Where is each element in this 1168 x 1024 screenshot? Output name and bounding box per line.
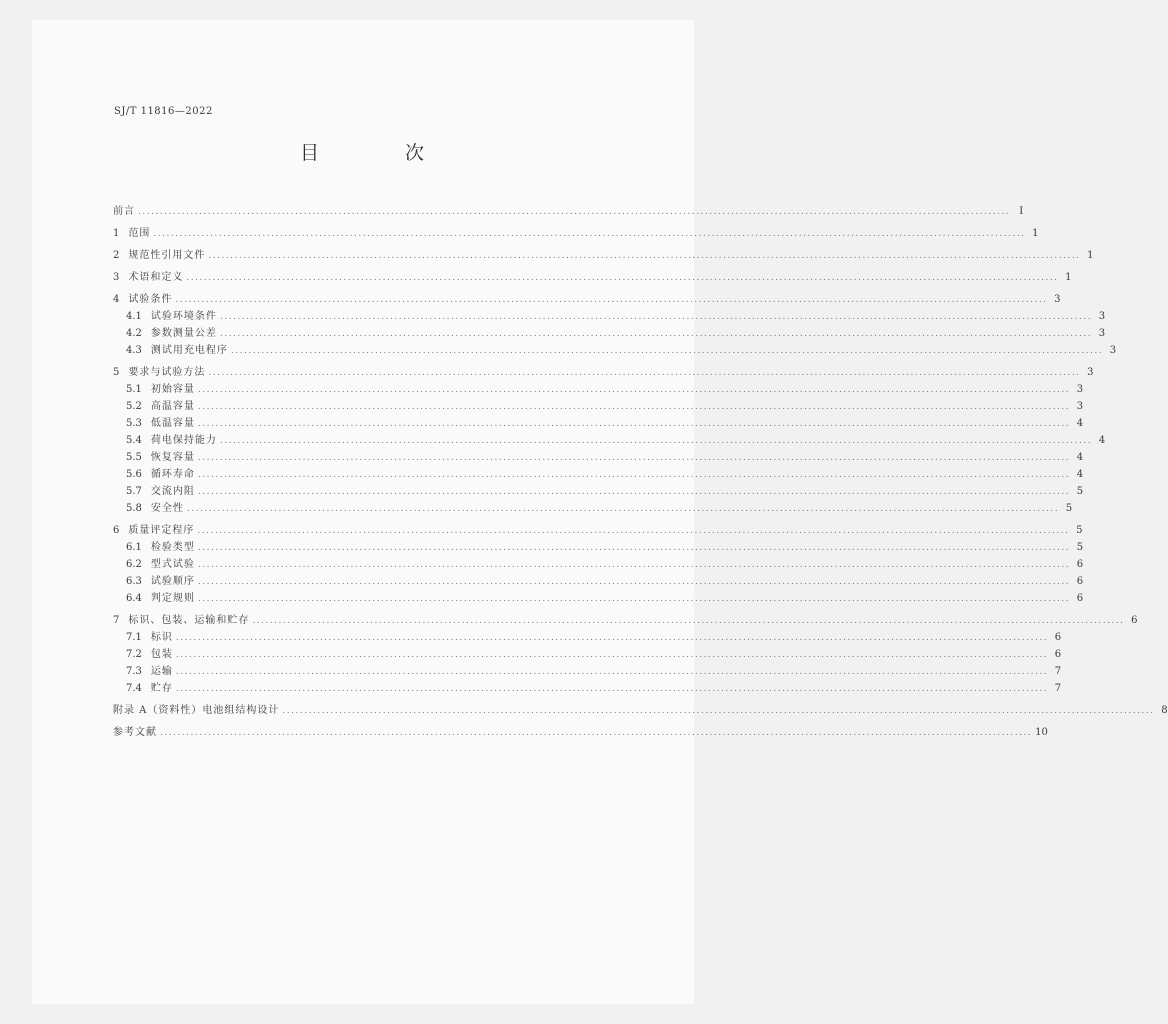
toc-page-number: 3: [1054, 294, 1061, 305]
toc-entry[interactable]: [113, 500, 1073, 517]
toc-entry-number: 7: [113, 615, 120, 626]
toc-leader-dots: ........................................................................................................................................................................................................: [138, 207, 1011, 217]
toc-page-number: 6: [1054, 649, 1062, 660]
toc-page-number: 1: [1087, 250, 1094, 261]
toc-leader-dots: ........................................................................................................................................................................................................: [186, 504, 1060, 514]
toc-entry[interactable]: [113, 483, 1084, 500]
toc-entry-title: 试验顺序: [150, 576, 195, 587]
toc-entry-number: 7.1: [126, 632, 142, 643]
toc-entry[interactable]: [113, 269, 1072, 286]
toc-page-number: 1: [1032, 228, 1039, 239]
toc-entry-title: 参考文献: [113, 727, 157, 738]
toc-entry-title: 测试用充电程序: [150, 345, 228, 356]
toc-page-number: 4: [1076, 469, 1084, 480]
toc-entry[interactable]: [113, 646, 1062, 663]
toc-entry-number: 2: [113, 250, 120, 261]
toc-entry-title: 试验条件: [128, 294, 173, 305]
toc-page-number: 7: [1054, 666, 1062, 677]
toc-page-number: 3: [1076, 401, 1084, 412]
toc-entry[interactable]: [113, 381, 1084, 398]
toc-entry-title: 判定规则: [150, 593, 195, 604]
toc-entry-number: 6.2: [126, 559, 142, 570]
table-of-contents: [113, 203, 1168, 741]
toc-entry-number: 6: [113, 525, 120, 536]
toc-entry-number: 4.2: [126, 328, 142, 339]
toc-entry-title: 荷电保持能力: [150, 435, 217, 446]
toc-entry[interactable]: [113, 203, 1024, 220]
toc-entry-number: 6.1: [126, 542, 142, 553]
toc-page-number: 3: [1087, 367, 1094, 378]
toc-page-number: 6: [1076, 559, 1084, 570]
toc-page-number: 7: [1054, 683, 1062, 694]
toc-entry-number: 4: [113, 294, 120, 305]
toc-leader-dots: ........................................................................................................................................................................................................: [208, 368, 1081, 378]
toc-leader-dots: ........................................................................................................................................................................................................: [160, 728, 1033, 738]
toc-leader-dots: ........................................................................................................................................................................................................: [197, 470, 1071, 480]
toc-leader-dots: ........................................................................................................................................................................................................: [153, 229, 1026, 239]
toc-leader-dots: ........................................................................................................................................................................................................: [197, 543, 1071, 553]
toc-page-number: 5: [1076, 542, 1084, 553]
toc-entry-number: 6.3: [126, 576, 142, 587]
toc-entry-title: 恢复容量: [150, 452, 195, 463]
toc-entry-title: 要求与试验方法: [128, 367, 206, 378]
toc-entry-number: 5.4: [126, 435, 142, 446]
toc-leader-dots: ........................................................................................................................................................................................................: [282, 706, 1155, 716]
toc-page-number: 8: [1161, 705, 1168, 716]
toc-page-number: 6: [1076, 576, 1084, 587]
toc-entry[interactable]: [113, 539, 1084, 556]
toc-entry[interactable]: [113, 291, 1061, 308]
toc-page-number: 6: [1076, 593, 1084, 604]
toc-entry-title: 附录 A（资料性）: [113, 705, 203, 716]
toc-entry-number: 7.4: [126, 683, 142, 694]
toc-leader-dots: ........................................................................................................................................................................................................: [197, 560, 1071, 570]
toc-entry[interactable]: [113, 724, 1048, 741]
toc-entry-title: 交流内阻: [150, 486, 195, 497]
toc-leader-dots: ........................................................................................................................................................................................................: [197, 419, 1071, 429]
toc-entry-title: 初始容量: [150, 384, 195, 395]
toc-page-number: 4: [1098, 435, 1106, 446]
toc-entry[interactable]: [113, 325, 1106, 342]
toc-entry[interactable]: [113, 308, 1106, 325]
toc-entry-title: 标识: [150, 632, 173, 643]
toc-entry[interactable]: [113, 573, 1084, 590]
toc-entry-title: 标识、包装、运输和贮存: [128, 615, 250, 626]
toc-entry[interactable]: [113, 612, 1138, 629]
toc-leader-dots: ........................................................................................................................................................................................................: [230, 346, 1104, 356]
toc-entry-title: 贮存: [150, 683, 173, 694]
toc-entry[interactable]: [113, 556, 1084, 573]
toc-entry-title: 型式试验: [150, 559, 195, 570]
toc-entry[interactable]: [113, 398, 1084, 415]
toc-page-number: 3: [1109, 345, 1117, 356]
toc-entry[interactable]: [113, 466, 1084, 483]
standard-code: SJ/T 11816—2022: [114, 106, 213, 117]
toc-entry-number: 3: [113, 272, 120, 283]
toc-leader-dots: ........................................................................................................................................................................................................: [197, 577, 1071, 587]
toc-leader-dots: ........................................................................................................................................................................................................: [197, 526, 1070, 536]
toc-entry-number: 7.3: [126, 666, 142, 677]
toc-entry-title: 术语和定义: [128, 272, 184, 283]
toc-leader-dots: ........................................................................................................................................................................................................: [219, 312, 1093, 322]
toc-leader-dots: ........................................................................................................................................................................................................: [186, 273, 1059, 283]
toc-entry[interactable]: [113, 522, 1083, 539]
toc-page-number: 5: [1076, 525, 1083, 536]
toc-page-number: 3: [1098, 311, 1106, 322]
toc-entry-title: 循环寿命: [150, 469, 195, 480]
toc-entry-number: 4.1: [126, 311, 142, 322]
toc-entry-title: 运输: [150, 666, 173, 677]
toc-leader-dots: ........................................................................................................................................................................................................: [175, 633, 1049, 643]
toc-entry[interactable]: [113, 663, 1062, 680]
page-title: 目 次: [299, 142, 465, 164]
toc-entry[interactable]: [113, 225, 1039, 242]
toc-page-number: 3: [1098, 328, 1106, 339]
toc-leader-dots: ........................................................................................................................................................................................................: [252, 616, 1125, 626]
toc-entry-number: 5.3: [126, 418, 142, 429]
toc-entry-title: 高温容量: [150, 401, 195, 412]
toc-entry-title: 包装: [150, 649, 173, 660]
toc-page-number: 5: [1076, 486, 1084, 497]
toc-leader-dots: ........................................................................................................................................................................................................: [197, 487, 1071, 497]
toc-entry-subtitle: 电池组结构设计: [202, 705, 280, 716]
toc-entry[interactable]: [113, 702, 1168, 719]
toc-entry[interactable]: [113, 590, 1084, 607]
toc-entry[interactable]: [113, 629, 1062, 646]
toc-leader-dots: ........................................................................................................................................................................................................: [219, 329, 1093, 339]
toc-entry[interactable]: [113, 415, 1084, 432]
toc-leader-dots: ........................................................................................................................................................................................................: [175, 295, 1048, 305]
toc-leader-dots: ........................................................................................................................................................................................................: [219, 436, 1093, 446]
toc-entry[interactable]: [113, 680, 1062, 697]
toc-entry-number: 1: [113, 228, 120, 239]
toc-entry-number: 4.3: [126, 345, 142, 356]
toc-page-number: 3: [1076, 384, 1084, 395]
toc-entry-title: 安全性: [150, 503, 184, 514]
toc-entry[interactable]: [113, 247, 1094, 264]
toc-entry-number: 5.5: [126, 452, 142, 463]
toc-leader-dots: ........................................................................................................................................................................................................: [175, 650, 1049, 660]
toc-entry-number: 5: [113, 367, 120, 378]
toc-page-number: 10: [1035, 727, 1048, 738]
toc-leader-dots: ........................................................................................................................................................................................................: [197, 594, 1071, 604]
toc-leader-dots: ........................................................................................................................................................................................................: [197, 453, 1071, 463]
toc-entry-title: 规范性引用文件: [128, 250, 206, 261]
toc-entry-title: 试验环境条件: [150, 311, 217, 322]
toc-entry[interactable]: [113, 449, 1084, 466]
toc-entry-number: 5.2: [126, 401, 142, 412]
toc-page-number: 6: [1131, 615, 1138, 626]
toc-entry[interactable]: [113, 342, 1117, 359]
toc-entry-title: 质量评定程序: [128, 525, 195, 536]
toc-page-number: 1: [1065, 272, 1072, 283]
toc-page-number: 4: [1076, 418, 1084, 429]
toc-entry-number: 5.8: [126, 503, 142, 514]
toc-entry-number: 5.7: [126, 486, 142, 497]
toc-entry-number: 7.2: [126, 649, 142, 660]
toc-leader-dots: ........................................................................................................................................................................................................: [197, 402, 1071, 412]
toc-leader-dots: ........................................................................................................................................................................................................: [197, 385, 1071, 395]
toc-leader-dots: ........................................................................................................................................................................................................: [175, 684, 1049, 694]
toc-entry-title: 检验类型: [150, 542, 195, 553]
toc-page-number: 5: [1065, 503, 1073, 514]
toc-entry-title: 参数测量公差: [150, 328, 217, 339]
toc-entry-title: 前言: [113, 206, 135, 217]
toc-entry-number: 6.4: [126, 593, 142, 604]
toc-entry[interactable]: [113, 364, 1094, 381]
toc-leader-dots: ........................................................................................................................................................................................................: [208, 251, 1081, 261]
toc-entry-number: 5.1: [126, 384, 142, 395]
toc-entry[interactable]: [113, 432, 1106, 449]
toc-page-number: 6: [1054, 632, 1062, 643]
toc-page-number: I: [1019, 206, 1024, 217]
toc-leader-dots: ........................................................................................................................................................................................................: [175, 667, 1049, 677]
toc-entry-title: 低温容量: [150, 418, 195, 429]
toc-entry-title: 范围: [128, 228, 151, 239]
toc-page-number: 4: [1076, 452, 1084, 463]
toc-entry-number: 5.6: [126, 469, 142, 480]
